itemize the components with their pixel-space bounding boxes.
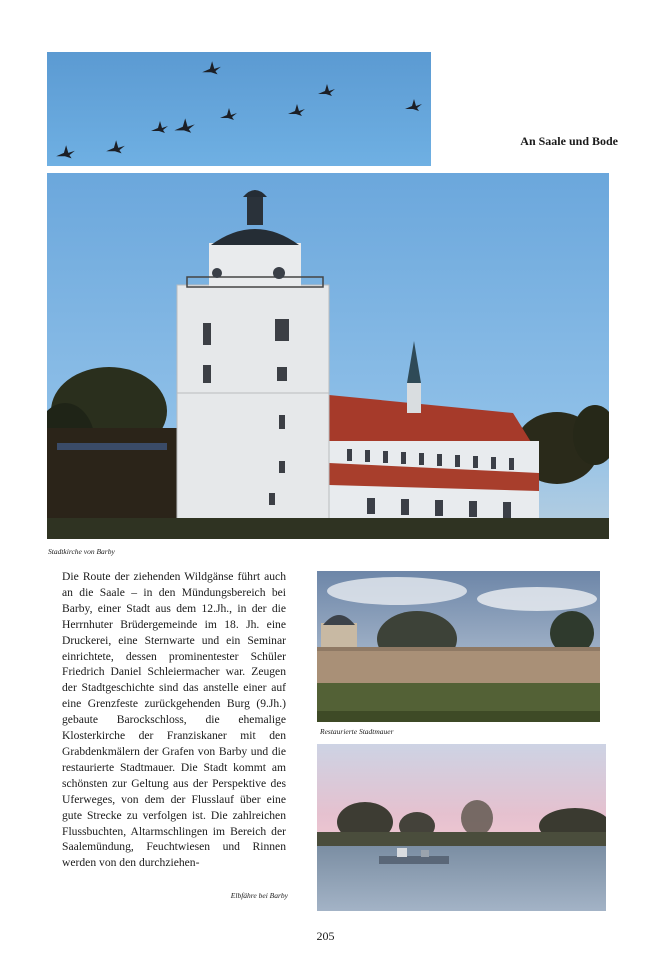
ferry-photo xyxy=(317,744,606,911)
caption-church: Stadtkirche von Barby xyxy=(48,547,115,556)
caption-wall: Restaurierte Stadtmauer xyxy=(320,727,394,736)
flying-geese-photo xyxy=(47,52,431,166)
body-text: Die Route der ziehenden Wildgänse führt auch an die Saale – in den Mündungsbereich bei Barby, einer Stadt aus dem 12.Jh., in der die Herrnhuter Brüdergemeinde im 18. Jh. eine Druckerei, eine Sternwarte und ein Seminar einrichtete, dessen prominentester Schüler Friedrich Daniel Schleiermacher war. Zeugen der Stadtgeschichte sind das anstelle einer auf eine Grenzfeste zurückgehenden Burg (9.Jh.) gebaute Barockschloss, die ehemalige Klosterkirche der Franziskaner mit den Grabdenkmälern der Grafen von Barby und die restaurierte Stadtmauer. Die Stadt kommt am schönsten zur Geltung aus der Perspektive des Uferweges, von dem der Flusslauf über eine gute Strecke zu verfolgen ist. Die zahlreichen Flussbuchten, Altarmschlingen im Bereich der Saalemündung, Feuchtwiesen und Rinnen werden von den durchziehen- xyxy=(62,570,286,870)
caption-ferry: Elbfähre bei Barby xyxy=(230,891,288,900)
church-photo xyxy=(47,173,609,539)
section-title: An Saale und Bode xyxy=(520,134,618,148)
page-number: 205 xyxy=(316,929,335,943)
town-wall-photo xyxy=(317,571,600,722)
